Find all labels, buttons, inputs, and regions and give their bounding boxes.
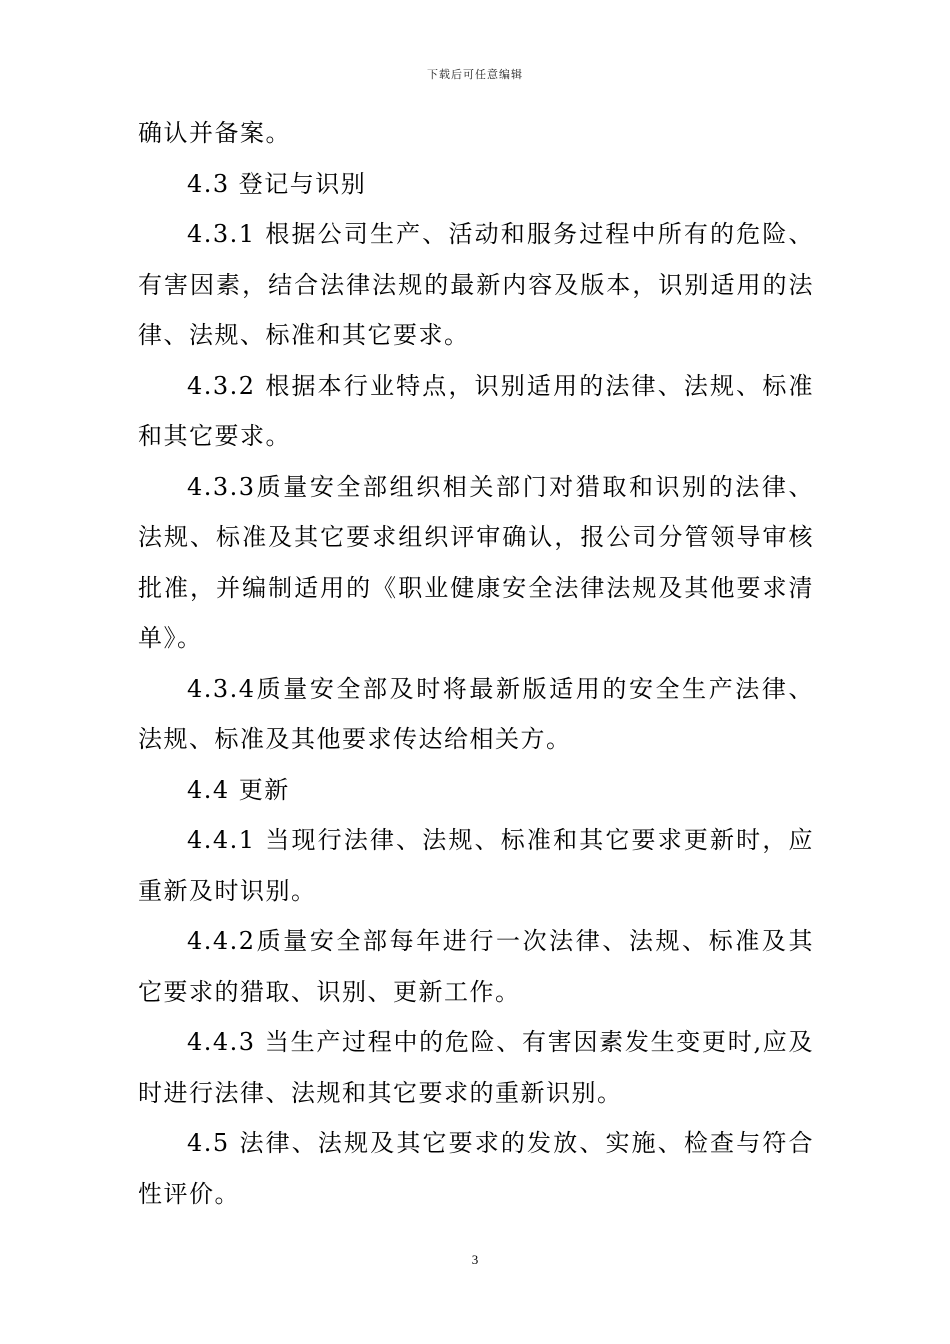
section-heading-4-4: 4.4 更新 — [187, 775, 290, 804]
paragraph-continuation: 确认并备案。 — [138, 119, 291, 147]
paragraph-4-3-4: 4.3.4质量安全部及时将最新版适用的安全生产法律、法规、标准及其他要求传达给相关方。 — [138, 674, 814, 753]
paragraph-4-4-3: 4.4.3 当生产过程中的危险、有害因素发生变更时,应及时进行法律、法规和其它要求的重新识别。 — [138, 1028, 814, 1107]
paragraph-4-4-2: 4.4.2质量安全部每年进行一次法律、法规、标准及其它要求的猎取、识别、更新工作。 — [138, 927, 814, 1006]
paragraph-4-4-1: 4.4.1 当现行法律、法规、标准和其它要求更新时，应重新及时识别。 — [138, 826, 814, 905]
paragraph-4-3-2: 4.3.2 根据本行业特点，识别适用的法律、法规、标准和其它要求。 — [138, 371, 814, 450]
page-header: 下载后可任意编辑 — [427, 68, 523, 81]
section-heading-4-3: 4.3 登记与识别 — [187, 169, 367, 198]
document-body — [138, 108, 814, 1219]
paragraph-4-3-3: 4.3.3质量安全部组织相关部门对猎取和识别的法律、法规、标准及其它要求组织评审确认，报公司分管领导审核批准，并编制适用的《职业健康安全法律法规及其他要求清单》。 — [138, 472, 814, 652]
section-heading-4-5: 4.5 法律、法规及其它要求的发放、实施、检查与符合性评价。 — [138, 1129, 814, 1208]
page-number: 3 — [471, 1252, 479, 1267]
paragraph-4-3-1: 4.3.1 根据公司生产、活动和服务过程中所有的危险、有害因素，结合法律法规的最新内容及版本，识别适用的法律、法规、标准和其它要求。 — [138, 220, 814, 349]
